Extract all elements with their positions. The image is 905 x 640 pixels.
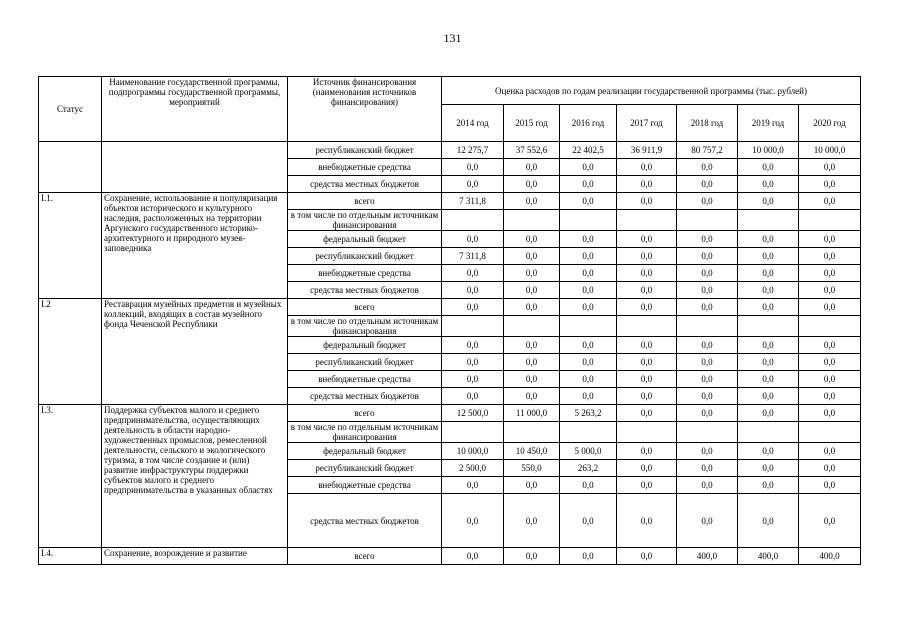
table-row <box>39 142 861 159</box>
value-cell: 80 757,2 <box>677 142 738 159</box>
source-cell: федеральный бюджет <box>288 337 442 354</box>
value-cell: 0,0 <box>617 299 677 316</box>
value-cell: 0,0 <box>560 354 617 371</box>
value-cell: 0,0 <box>677 299 738 316</box>
source-cell: федеральный бюджет <box>288 443 442 460</box>
value-cell: 0,0 <box>560 371 617 388</box>
value-cell: 0,0 <box>799 159 861 176</box>
value-cell: 0,0 <box>504 354 560 371</box>
value-cell: 0,0 <box>617 231 677 248</box>
value-cell <box>738 422 799 443</box>
value-cell: 0,0 <box>677 265 738 282</box>
value-cell: 0,0 <box>799 231 861 248</box>
value-cell: 0,0 <box>560 477 617 494</box>
source-cell: средства местных бюджетов <box>288 388 442 405</box>
value-cell: 0,0 <box>677 371 738 388</box>
value-cell: 0,0 <box>799 337 861 354</box>
source-cell: республиканский бюджет <box>288 142 442 159</box>
value-cell <box>560 422 617 443</box>
value-cell: 0,0 <box>504 371 560 388</box>
value-cell: 0,0 <box>677 193 738 210</box>
source-cell: всего <box>288 405 442 422</box>
header-year: 2014 год <box>442 105 504 142</box>
value-cell: 0,0 <box>738 159 799 176</box>
source-cell: федеральный бюджет <box>288 231 442 248</box>
value-cell: 0,0 <box>799 405 861 422</box>
value-cell: 0,0 <box>560 248 617 265</box>
value-cell <box>738 210 799 231</box>
value-cell: 0,0 <box>504 248 560 265</box>
value-cell: 0,0 <box>677 443 738 460</box>
value-cell: 0,0 <box>677 159 738 176</box>
status-cell: I.4. <box>39 548 102 565</box>
value-cell: 0,0 <box>442 494 504 548</box>
source-cell: внебюджетные средства <box>288 159 442 176</box>
value-cell <box>504 316 560 337</box>
value-cell: 0,0 <box>617 282 677 299</box>
value-cell: 11 000,0 <box>504 405 560 422</box>
value-cell: 0,0 <box>738 231 799 248</box>
value-cell: 0,0 <box>504 159 560 176</box>
value-cell: 0,0 <box>617 405 677 422</box>
value-cell: 12 275,7 <box>442 142 504 159</box>
value-cell: 0,0 <box>617 494 677 548</box>
value-cell: 0,0 <box>738 405 799 422</box>
table-row <box>39 548 861 565</box>
value-cell: 0,0 <box>560 299 617 316</box>
value-cell <box>560 210 617 231</box>
source-cell: внебюджетные средства <box>288 265 442 282</box>
value-cell: 0,0 <box>442 548 504 565</box>
value-cell: 0,0 <box>799 443 861 460</box>
value-cell: 0,0 <box>677 405 738 422</box>
value-cell: 0,0 <box>442 159 504 176</box>
value-cell: 5 000,0 <box>560 443 617 460</box>
value-cell: 0,0 <box>799 176 861 193</box>
value-cell: 0,0 <box>799 193 861 210</box>
value-cell: 0,0 <box>617 371 677 388</box>
value-cell: 0,0 <box>799 299 861 316</box>
value-cell: 0,0 <box>442 299 504 316</box>
name-cell <box>102 142 288 193</box>
value-cell: 263,2 <box>560 460 617 477</box>
value-cell: 0,0 <box>617 337 677 354</box>
value-cell: 0,0 <box>617 460 677 477</box>
value-cell: 0,0 <box>504 388 560 405</box>
value-cell: 0,0 <box>560 159 617 176</box>
value-cell <box>677 210 738 231</box>
value-cell: 37 552,6 <box>504 142 560 159</box>
header-year: 2018 год <box>677 105 738 142</box>
status-cell: I.3. <box>39 405 102 548</box>
header-year: 2019 год <box>738 105 799 142</box>
name-cell: Сохранение, возрождение и развитие <box>102 548 288 565</box>
value-cell <box>560 316 617 337</box>
value-cell: 0,0 <box>799 388 861 405</box>
value-cell: 0,0 <box>504 282 560 299</box>
value-cell: 2 500,0 <box>442 460 504 477</box>
value-cell <box>617 422 677 443</box>
value-cell: 0,0 <box>560 265 617 282</box>
header-year: 2016 год <box>560 105 617 142</box>
value-cell: 5 263,2 <box>560 405 617 422</box>
source-cell: средства местных бюджетов <box>288 494 442 548</box>
value-cell: 0,0 <box>442 371 504 388</box>
value-cell <box>617 316 677 337</box>
source-cell: внебюджетные средства <box>288 371 442 388</box>
value-cell: 0,0 <box>617 477 677 494</box>
value-cell: 0,0 <box>617 388 677 405</box>
value-cell <box>442 422 504 443</box>
value-cell: 0,0 <box>504 176 560 193</box>
value-cell: 0,0 <box>738 477 799 494</box>
value-cell: 0,0 <box>677 494 738 548</box>
header-status: Статус <box>39 77 102 142</box>
value-cell: 7 311,8 <box>442 248 504 265</box>
value-cell: 0,0 <box>560 282 617 299</box>
value-cell: 0,0 <box>738 494 799 548</box>
value-cell: 0,0 <box>677 388 738 405</box>
value-cell: 0,0 <box>738 354 799 371</box>
name-cell: Поддержка субъектов малого и среднего предпринимательства, осуществляющих деятельность в области народно-художественных промыслов, ремесленной деятельности, сельского и экологического туризма, в том числе создание и (или) развитие инфраструктуры поддержки субъектов малого и среднего предпринимательства в указанных областях <box>102 405 288 548</box>
value-cell: 10 000,0 <box>442 443 504 460</box>
source-cell: в том числе по отдельным источникам финансирования <box>288 210 442 231</box>
value-cell: 400,0 <box>738 548 799 565</box>
value-cell: 0,0 <box>617 354 677 371</box>
value-cell: 0,0 <box>560 337 617 354</box>
status-cell: I.2 <box>39 299 102 405</box>
source-cell: внебюджетные средства <box>288 477 442 494</box>
value-cell: 0,0 <box>799 354 861 371</box>
value-cell: 0,0 <box>799 460 861 477</box>
value-cell: 0,0 <box>617 248 677 265</box>
value-cell <box>504 422 560 443</box>
value-cell: 0,0 <box>677 248 738 265</box>
value-cell: 0,0 <box>617 265 677 282</box>
value-cell: 0,0 <box>504 337 560 354</box>
value-cell <box>677 422 738 443</box>
value-cell: 0,0 <box>799 248 861 265</box>
value-cell: 550,0 <box>504 460 560 477</box>
value-cell: 0,0 <box>738 337 799 354</box>
value-cell <box>617 210 677 231</box>
value-cell: 0,0 <box>677 354 738 371</box>
source-cell: в том числе по отдельным источникам финансирования <box>288 316 442 337</box>
source-cell: всего <box>288 299 442 316</box>
value-cell: 0,0 <box>738 443 799 460</box>
table-row <box>39 193 861 210</box>
header-source: Источник финансирования (наименования источников финансирования) <box>288 77 442 142</box>
source-cell: республиканский бюджет <box>288 248 442 265</box>
value-cell <box>504 210 560 231</box>
value-cell: 0,0 <box>504 231 560 248</box>
value-cell: 0,0 <box>442 282 504 299</box>
status-cell <box>39 142 102 193</box>
value-cell: 0,0 <box>799 494 861 548</box>
value-cell: 10 000,0 <box>799 142 861 159</box>
value-cell: 0,0 <box>617 443 677 460</box>
value-cell: 36 911,9 <box>617 142 677 159</box>
value-cell: 10 450,0 <box>504 443 560 460</box>
source-cell: в том числе по отдельным источникам финансирования <box>288 422 442 443</box>
value-cell <box>799 210 861 231</box>
header-estimate: Оценка расходов по годам реализации государственной программы (тыс. рублей) <box>442 77 861 105</box>
value-cell: 400,0 <box>799 548 861 565</box>
value-cell: 0,0 <box>738 248 799 265</box>
value-cell: 0,0 <box>442 477 504 494</box>
value-cell: 0,0 <box>677 282 738 299</box>
value-cell: 12 500,0 <box>442 405 504 422</box>
header-year: 2017 год <box>617 105 677 142</box>
value-cell: 0,0 <box>504 193 560 210</box>
source-cell: средства местных бюджетов <box>288 282 442 299</box>
value-cell: 0,0 <box>560 548 617 565</box>
table-row <box>39 299 861 316</box>
value-cell: 0,0 <box>677 477 738 494</box>
status-cell: I.1. <box>39 193 102 299</box>
value-cell: 0,0 <box>799 265 861 282</box>
budget-table <box>38 76 861 565</box>
value-cell: 0,0 <box>738 265 799 282</box>
value-cell: 0,0 <box>617 193 677 210</box>
page-number: 131 <box>443 31 462 45</box>
value-cell <box>799 422 861 443</box>
value-cell: 0,0 <box>738 282 799 299</box>
value-cell: 0,0 <box>504 299 560 316</box>
source-cell: средства местных бюджетов <box>288 176 442 193</box>
value-cell: 0,0 <box>738 193 799 210</box>
value-cell: 0,0 <box>677 231 738 248</box>
source-cell: всего <box>288 193 442 210</box>
value-cell <box>677 316 738 337</box>
value-cell: 0,0 <box>560 231 617 248</box>
value-cell: 0,0 <box>738 176 799 193</box>
header-name: Наименование государственной программы, подпрограммы государственной программы, мероприятий <box>102 77 288 142</box>
source-cell: республиканский бюджет <box>288 460 442 477</box>
table-row <box>39 405 861 422</box>
value-cell <box>738 316 799 337</box>
value-cell: 0,0 <box>617 159 677 176</box>
value-cell: 0,0 <box>504 265 560 282</box>
value-cell: 0,0 <box>799 477 861 494</box>
value-cell: 0,0 <box>677 460 738 477</box>
value-cell: 0,0 <box>442 176 504 193</box>
value-cell: 0,0 <box>504 494 560 548</box>
source-cell: всего <box>288 548 442 565</box>
value-cell: 0,0 <box>799 282 861 299</box>
value-cell: 0,0 <box>442 354 504 371</box>
value-cell: 0,0 <box>560 388 617 405</box>
value-cell: 0,0 <box>560 494 617 548</box>
value-cell: 400,0 <box>677 548 738 565</box>
value-cell: 0,0 <box>738 460 799 477</box>
name-cell: Сохранение, использование и популяризация объектов исторического и культурного наследия, расположенных на территории Аргунского государственного историко-архитектурного и природного музея-заповедника <box>102 193 288 299</box>
value-cell: 0,0 <box>738 299 799 316</box>
value-cell: 0,0 <box>560 193 617 210</box>
value-cell: 0,0 <box>677 176 738 193</box>
value-cell: 0,0 <box>442 265 504 282</box>
header-year: 2020 год <box>799 105 861 142</box>
header-year: 2015 год <box>504 105 560 142</box>
value-cell: 0,0 <box>617 176 677 193</box>
value-cell: 22 402,5 <box>560 142 617 159</box>
value-cell: 7 311,8 <box>442 193 504 210</box>
value-cell: 0,0 <box>738 371 799 388</box>
table-body <box>39 142 861 565</box>
value-cell: 0,0 <box>677 337 738 354</box>
value-cell <box>442 316 504 337</box>
value-cell: 0,0 <box>504 477 560 494</box>
value-cell: 10 000,0 <box>738 142 799 159</box>
name-cell: Реставрация музейных предметов и музейных коллекций, входящих в состав музейного фонда Чеченской Республики <box>102 299 288 405</box>
value-cell: 0,0 <box>560 176 617 193</box>
value-cell: 0,0 <box>442 388 504 405</box>
value-cell <box>442 210 504 231</box>
value-cell <box>799 316 861 337</box>
value-cell: 0,0 <box>617 548 677 565</box>
value-cell: 0,0 <box>504 548 560 565</box>
value-cell: 0,0 <box>738 388 799 405</box>
value-cell: 0,0 <box>442 337 504 354</box>
source-cell: республиканский бюджет <box>288 354 442 371</box>
value-cell: 0,0 <box>799 371 861 388</box>
value-cell: 0,0 <box>442 231 504 248</box>
